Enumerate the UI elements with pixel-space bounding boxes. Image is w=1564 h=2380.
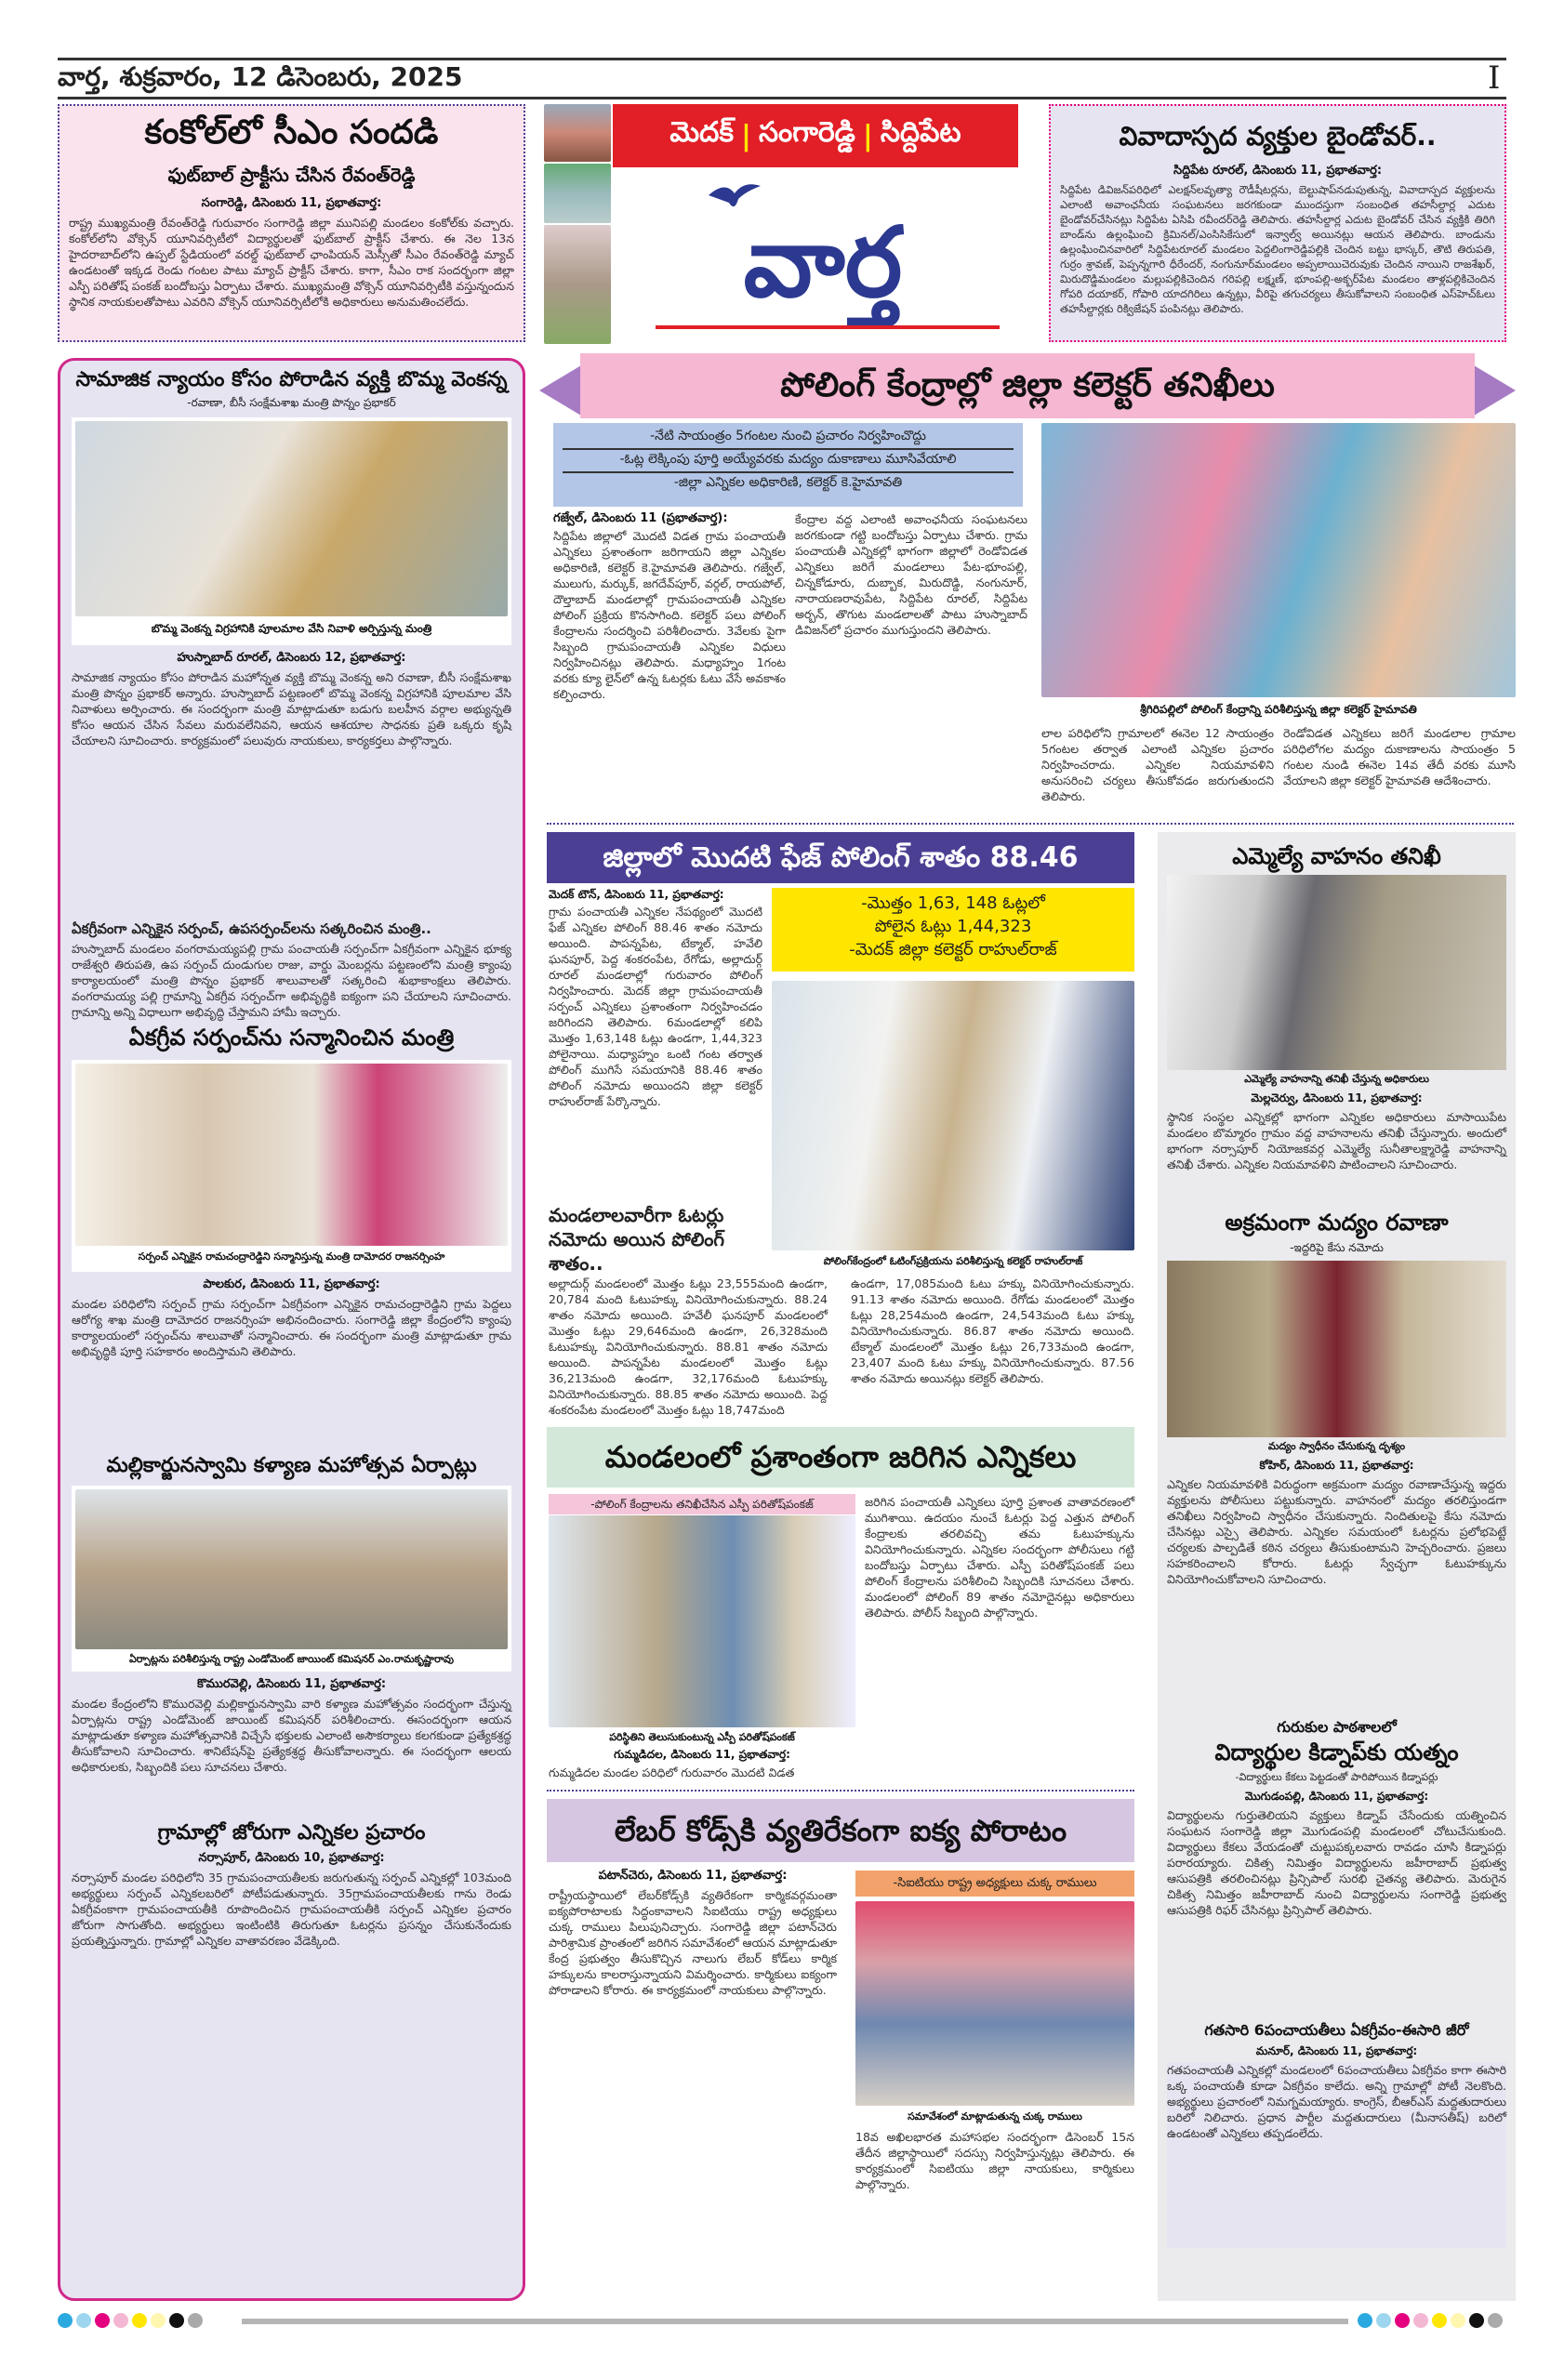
left-column-box	[58, 358, 525, 2301]
dateline: మెదక్ టౌన్, డిసెంబరు 11, ప్రభాతవార్త:	[549, 888, 724, 901]
ribbon-right	[1469, 363, 1516, 418]
dateline: హుస్నాబాద్ రూరల్, డిసెంబరు 12, ప్రభాతవార్త:	[177, 651, 406, 665]
article-body: కేంద్రాల వద్ద ఎలాంటి అవాంఛనీయ సంఘటనలు జరగకుండా గట్టి బందోబస్తు ఏర్పాటు చేశారు. గ్రామ పంచాయతీ ఎన్నికల్లో భాగంగా జిల్లాలో రెండోవిడత ఎన్నికలు జరిగే మండలాలు పేట-భూంపల్లి, చిన్నకోడూరు, దుబ్బాక, మిరుదొడ్డి, నంగునూర్, నారాయణరావుపేట, సిద్దిపేట రూరల్, సిద్దిపేట అర్బన్, తొగుట మండలాలతో పాటు హుస్నాబాద్ డివిజన్‌లో ప్రచారం ముగుస్తుందని తెలిపారు.	[795, 512, 1027, 637]
headline-liquor: అక్రమంగా మద్యం రవాణా	[1225, 1210, 1449, 1236]
article-body: అల్లాదుర్గ్ మండలంలో మొత్తం ఓట్లు 23,555మంది ఉండగా, 20,784 మంది ఓటుహక్కు వినియోగించుకున్నారు. 88.24 శాతం నమోదు అయింది. హవేలీ ఘనపూర్ మండలంలో మొత్తం ఓట్లు 29,646మంది ఉండగా, 26,328మంది ఓటుహక్కు వినియోగించుకున్నారు. 88.81 శాతం నమోదు అయింది. పాపన్నపేట మండలంలో మొత్తం ఓట్లు 36,213మంది ఉండగా, 32,176మంది ఓటుహక్కు వినియోగించుకున్నారు. 88.85 శాతం నమోదు అయింది. పెద్ద శంకరంపేట మండలంలో మొత్తం ఓట్లు 18,747మంది	[549, 1276, 828, 1417]
column-phase	[549, 888, 762, 1275]
logo-underline	[656, 325, 1000, 329]
article-body: 18వ అఖిలభారత మహాసభల సందర్భంగా డిసెంబర్ 15న తేదీన జిల్లాస్థాయిలో సదస్సు నిర్వహిస్తున్నట్లు తెలిపారు. ఈ కార్యక్రమంలో సిఐటియు జిల్లా నాయకులు, కార్మికులు పాల్గొన్నారు.	[855, 2130, 1134, 2191]
sub-highlight: -పోలింగ్ కేంద్రాలను తనిఖీచేసిన ఎస్పీ పరితోష్‌పంకజ్	[549, 1494, 855, 1514]
liquor-seizure-photo	[1167, 1261, 1506, 1437]
dateline: పాలకుర, డిసెంబరు 11, ప్రభాతవార్త:	[203, 1277, 380, 1291]
collector-voting-photo	[772, 981, 1134, 1250]
vehicle-check-photo	[1167, 875, 1506, 1070]
photo-caption: పరిస్థితిని తెలుసుకుంటున్న ఎస్పీ పరితోష్‌పంకజ్	[609, 1731, 795, 1743]
article-body: హుస్నాబాద్ మండలం వంగరామయ్యపల్లి గ్రామ పంచాయతీ సర్పంచ్‌గా ఏకగ్రీవంగా ఎన్నికైన భూక్య రాజేశ్వరి తిరుపతి, ఉప సర్పంచ్ దుండుగుల రాజు, వార్డు మెంబర్లను పట్టణంలోని మంత్రి క్యాంపు కార్యాలయంలో మంత్రి పొన్నం ప్రభాకర్ శాలువాలతో సత్కరించి శుభాకాంక్షలు తెలిపారు. వంగరామయ్య పల్లి గ్రామాన్ని ఏకగ్రీవ సర్పంచ్‌గా అభివృద్ధికి ఐక్యంగా పని చేయాలని సూచించారు. గ్రామాన్ని అన్ని విధాలుగా అభివృద్ధి చేస్తామని హామీ ఇచ్చారు.	[72, 942, 511, 1019]
page-number: I	[1488, 60, 1501, 97]
photo-caption: బొమ్మ వెంకన్న విగ్రహానికి పూలమాల వేసి నివాళి అర్పిస్తున్న మంత్రి	[151, 622, 432, 635]
headline-labour-codes: లేబర్ కోడ్స్‌కి వ్యతిరేకంగా ఐక్య పోరాటం	[547, 1799, 1134, 1862]
sp-inspection-photo	[549, 1515, 855, 1727]
page-dateline: వార్త, శుక్రవారం, 12 డిసెంబరు, 2025	[58, 61, 463, 92]
header-bottom-rule	[58, 97, 1506, 99]
photo-caption: సర్పంచ్‌ ఎన్నికైన రామచంద్రారెడ్డిని సన్మానిస్తున్న మంత్రి దామోదర రాజనర్సింహ	[138, 1250, 445, 1263]
felicitation-photo	[75, 1064, 508, 1246]
byline: -రవాణా, బీసీ సంక్షేమశాఖ మంత్రి పొన్నం ప్రభాకర్	[187, 396, 396, 409]
photo-caption: మద్యం స్వాధీనం చేసుకున్న దృశ్యం	[1267, 1440, 1406, 1452]
article-body: లాల పరిధిలోని గ్రామాలలో ఈనెల 12 సాయంత్రం 5గంటల తర్వాత ఎలాంటి ఎన్నికల ప్రచారం నిర్వహించరాదు. ఎన్నికల నియమావళిని అనుసరించి చర్యలు తీసుకోవడం జరుగుతుందని తెలిపారు.	[1041, 726, 1274, 803]
article-body: సిద్దిపేట జిల్లాలో మొదటి విడత గ్రామ పంచాయతీ ఎన్నికలు ప్రశాంతంగా జరిగాయని జిల్లా ఎన్నికల అధికారిణి, కలెక్టర్ కె.హైమావతి తెలిపారు. గజ్వేల్, ములుగు, మర్కుక్, జగదేవ్‌పూర్, వర్గల్, రాయపోల్, దౌల్తాబాద్ మండలాల్లో గ్రామపంచాయతీ ఎన్నికల పోలింగ్ ప్రక్రియ కొనసాగింది. కలెక్టర్ పలు పోలింగ్ కేంద్రాలను సందర్శించి పరిశీలించారు. 3వేలకు పైగా సిబ్బంది గ్రామపంచాయతీ ఎన్నికల విధులు నిర్వహించినట్లు తెలిపారు. మధ్యాహ్నం 1గంట వరకు క్యూ లైన్‌లో ఉన్న ఓటర్లకు ఓటు వేసే అవకాశం కల్పించారు.	[553, 529, 786, 701]
article-body: సిద్దిపేట డివిజన్‌పరిధిలో ఎలక్షన్‌లవృత్యా రౌడీషీటర్లను, బెల్టుషాప్‌నడుపుతున్న, వివాదాస్పద వ్యక్తులను ఎలాంటి అవాంఛనీయ సంఘటనలు జరగకుండా ముందస్తుగా సంబంధిత తహసీల్దార్ల ఎదుట బైండోవర్‌చేసినట్లు సిద్దిపేట ఏసిపి రవీందర్‌రెడ్డి తెలిపారు. తహసీల్దార్ల ఎదుట బైండోవర్ చేసిన వ్యక్తికి తిరిగి బాండ్‌ను ఉల్లంఘించి క్రిమినల్/ఎంసిసికేసులో ఇన్వాల్వ్ అయినట్లు ఆయన తెలిపారు. బాండును ఉల్లంఘించినవారిలో సిద్దిపేటరూరల్ మండలం పెద్దలింగారెడ్డిపల్లికి చెందిన బట్టు భాస్కర్, తౌటి తిరుపతి, గుర్రం శ్రావణ్, పెప్పన్నగారి ధీరేందర్, నంగునూర్‌మండలం అప్పలాయిచెరువుకు చెందిన నాయిని రాజశేఖర్, మిరుదొడ్డిమండలం మల్లుపల్లికిచెందిన గరిపల్లి లక్ష్మణ్, భూంపల్లి-అక్బర్‌పేట మండలం తాళ్లపల్లికిచెందిన గోపరి దయాకర్, గోపారి యాదగిరిలు ఉన్నట్లు, వీరిపై తగుచర్యలు తీసుకోవాలని సంబంధిత ఎస్‌హెచ్‌ఓలు తహసీల్దార్లకు రిక్విజేషన్ పంపినట్లు తెలిపారు.	[1060, 183, 1495, 315]
headline-mallikarjuna: మల్లికార్జునస్వామి కళ్యాణ మహోత్సవ ఏర్పాట్లు	[106, 1454, 477, 1477]
highlights-box	[553, 423, 1023, 507]
ciitu-meeting-photo	[855, 1901, 1134, 2106]
highlight-2: -ఓట్ల లెక్కింపు పూర్తి అయ్యేవరకు మద్యం దుకాణాలు మూసివేయాలి	[563, 450, 1014, 473]
article-body: గతపంచాయతీ ఎన్నికల్లో మండలంలో 6పంచాయతీలు ఏకగ్రీవం కాగా ఈసారి ఒక్క పంచాయతీ కూడా ఏకగ్రీవం కాలేదు. అన్ని గ్రామాల్లో పోటీ నెలకొంది. అభ్యర్థులు ప్రచారంలో నిమగ్నమయ్యారు. కాంగ్రెస్, బీఆర్ఎస్ మద్దతుదారులు బరిలో నిలిచారు. ప్రధాన పార్టీల మద్దతుదారులు (మీనాసతీష్) బరిలో ఉండటంతో ఎన్నికలు తప్పడంలేదు.	[1167, 2062, 1506, 2248]
dateline: మెల్లచెర్వు, డిసెంబరు 11, ప్రభాతవార్త:	[1251, 1091, 1423, 1104]
dateline: గుమ్మడిదల, డిసెంబరు 11, ప్రభాతవార్త:	[614, 1748, 790, 1761]
district-siddipet: సిద్దిపేట	[880, 116, 961, 149]
byline: -విద్యార్థులు కేకలు పెట్టడంతో పారిపోయిన కిడ్నాపర్లు	[1235, 1771, 1438, 1783]
dateline: సంగారెడ్డి, డిసెంబరు 11, ప్రభాతవార్త:	[201, 196, 382, 210]
headline-bomma-venkanna: సామాజిక న్యాయం కోసం పోరాడిన వ్యక్తి బొమ్మ వెంకన్న	[75, 368, 508, 391]
masthead	[544, 104, 1018, 344]
district-medak: మెదక్	[669, 116, 735, 149]
dateline: మొగుడంపల్లి, డిసెంబరు 11, ప్రభాతవార్త:	[1244, 1790, 1429, 1803]
headline-kidnap: విద్యార్థుల కిడ్నాప్‌కు యత్నం	[1214, 1739, 1459, 1765]
article-body: విద్యార్థులను గుర్తుతెలియని వ్యక్తులు కిడ్నాప్ చేసేందుకు యత్నించిన సంఘటన సంగారెడ్డి జిల్లా మొగుడంపల్లి మండలంలో చోటుచేసుకుంది. విద్యార్థులు కేకలు వేయడంతో చుట్టుపక్కలవారు రావడం చూసి కిడ్నాపర్లు పరారయ్యారు. చికిత్స నిమిత్తం విద్యార్థులను జహీరాబాద్ ప్రభుత్వ ఆసుపత్రికి తరలించినట్లు ప్రిన్సిపాల్ సురభి చైతన్య తెలిపారు. మెరుగైన చికిత్స నిమిత్తం జహీరాబాద్ నుంచి విద్యార్థులను సంగారెడ్డి ప్రభుత్వ ఆసుపత్రికి రిఫర్ చేసినట్లు ప్రిన్సిపాల్ తెలిపారు.	[1167, 1808, 1506, 1917]
photo-caption: ఎమ్మెల్యే వాహనాన్ని తనిఖీ చేస్తున్న అధికారులు	[1244, 1073, 1429, 1085]
headline-sarpanch-honored: ఏకగ్రీవ సర్పంచ్‌ను సన్మానించిన మంత్రి	[128, 1025, 455, 1051]
article-body: నర్సాపూర్ మండల పరిధిలోని 35 గ్రామపంచాయతీలకు జరుగుతున్న సర్పంచ్ ఎన్నికల్లో 103మంది అభ్యర్థులు సర్పంచ్ ఎన్నికలబరిలో పోటీపడుతున్నారు. 35గ్రామపంచాయతీలకు గాను రెండు ఏకగ్రీవంకాగా గ్రామపంచాయతీకి రూపొందించిన గ్రామపంచాయతీకి సర్పంచ్ ఎన్నికల ప్రచారం జోరుగా సాగుతోంది. అభ్యర్థులు ఇంటింటికి తిరుగుతూ ఓటర్లను ప్రసన్నం చేసుకునేందుకు ప్రయత్నిస్తున్నారు. గ్రామాల్లో ఎన్నికల వాతావరణం వేడెక్కింది.	[72, 1871, 511, 1948]
kicker: గురుకుల పాఠశాలలో	[1277, 1718, 1397, 1736]
article-body: స్థానిక సంస్థల ఎన్నికల్లో భాగంగా ఎన్నికల అధికారులు మాసాయిపేట మండలం బొమ్మారం గ్రామం వద్ద వాహనాలను తనిఖీ చేస్తున్నారు. అందులో భాగంగా నర్సాపూర్ నియోజకవర్గ ఎమ్మెల్యే సునీతాలక్ష్మారెడ్డి వాహనాన్ని తనిఖీ చేశారు. ఎన్నికల నియమావళిని పాటించాలని సూచించారు.	[1167, 1110, 1506, 1171]
article-body: మండల కేంద్రంలోని కొమురవెల్లి మల్లికార్జునస్వామి వారి కళ్యాణ మహోత్సవం సందర్భంగా చేస్తున్న ఏర్పాట్లను రాష్ట్ర ఎండోమెంట్ జాయింట్ కమిషనర్ పరిశీలించారు. ఈసందర్భంగా ఆయన మాట్లాడుతూ కళ్యాణ మహోత్సవానికి విచ్చేసే భక్తులకు ఎలాంటి అసౌకర్యాలు కలగకుండా ప్రత్యేకశ్రద్ధ తీసుకోవాలని సూచించారు. శానిటేషన్‌పై ప్రత్యేకశ్రద్ధ తీసుకోవాలన్నారు. ఈ సందర్భంగా ఆలయ అధికారులకు, సిబ్బందికి పలు సూచనలు చేశారు.	[72, 1697, 511, 1774]
temple-inspection-photo	[75, 1489, 508, 1649]
highlight-1: -నేటి సాయంత్రం 5గంటల నుంచి ప్రచారం నిర్వహించొద్దు	[563, 427, 1014, 450]
article-cm-kankol	[58, 104, 525, 342]
article-body: రెండోవిడత ఎన్నికలు జరిగే మండలాల గ్రామాల పరిధిలోగల మద్యం దుకాణాలను సాయంత్రం 5 గంటల నుండి ఈనెల 14వ తేదీ వరకు మూసి వేయాలని జిల్లా కలెక్టర్ హైమావతి ఆదేశించారు.	[1283, 726, 1516, 787]
color-registration-right	[1358, 2313, 1506, 2332]
article-binding-over	[1049, 104, 1506, 342]
highlight-total-votes: -మొత్తం 1,63, 148 ఓట్లలో	[861, 893, 1045, 913]
article-body: గ్రామ పంచాయతీ ఎన్నికల నేపథ్యంలో మొదటి ఫేజ్ ఎన్నికల పోలింగ్ 88.46 శాతం నమోదు అయింది. పాపన్నపేట, టేక్మాల్, హవేలి ఘనపూర్, పెద్ద శంకరంపేట, రేగోడు, అల్లాదుర్గ్ రూరల్ మండలాల్లో గురువారం పోలింగ్ నిర్వహించారు. మెదక్ జిల్లా గ్రామపంచాయతీ సర్పంచ్ ఎన్నికలు ప్రశాంతంగా నిర్వహించడం జరిగిందని తెలిపారు. 6మండలాల్లో కలిపి మొత్తం 1,63,148 ఓట్లు ఉండగా, 1,44,323 పోలైనాయి. మధ్యాహ్నం ఒంటి గంట తర్వాత పోలింగ్ ముగిసే సమయానికి 88.46 శాతం పోలింగ్ నమోదు అయిందని జిల్లా కలెక్టర్ రాహుల్‌రాజ్ పేర్కొన్నారు.	[549, 905, 762, 1108]
header-top-rule	[58, 58, 1506, 60]
headline-campaign: గ్రామాల్లో జోరుగా ఎన్నికల ప్రచారం	[157, 1821, 426, 1844]
article-body: జరిగిన పంచాయతీ ఎన్నికలు పూర్తి ప్రశాంత వాతావరణంలో ముగిశాయి. ఉదయం నుంచే ఓటర్లు పెద్ద ఎత్తున పోలింగ్ కేంద్రాలకు తరలివచ్చి తమ ఓటుహక్కును వినియోగించుకున్నారు. ఎన్నికల సందర్భంగా పోలీసులు గట్టి బందోబస్తు ఏర్పాటు చేశారు. ఎస్పీ పరితోష్‌పంకజ్ పలు పోలింగ్ కేంద్రాలను పరిశీలించి సిబ్బందికి సూచనలు చేశారు. మండలంలో పోలింగ్ 89 శాతం నమోదైనట్లు అధికారులు తెలిపారు. పోలీస్ సిబ్బంది పాల్గొన్నారు.	[865, 1495, 1134, 1620]
article-body: రాష్ట్ర ముఖ్యమంత్రి రేవంత్‌రెడ్డి గురువారం సంగారెడ్డి జిల్లా మునిపల్లి మండలం కంకోల్‌కు వచ్చారు. కంకోల్‌లోని వోక్సెన్ యూనివర్సిటీలో విద్యార్థులతో ఫుట్‌బాల్ ప్రాక్టీస్ చేశారు. ఈ నెల 13న హైదరాబాద్‌లోని ఉప్పల్ స్టేడియంలో వరల్డ్ ఫుట్‌బాల్ ఛాంపియన్ మెస్సీతో సీఎం రేవంత్‌రెడ్డి మ్యాచ్ ఉండటంతో ఇక్కడ రెండు గంటల పాటు మ్యాచ్ ప్రాక్టీస్ చేశారు. కాగా, సీఎం రాక సందర్భంగా జిల్లా ఎస్పీ పరితోష్ పంకజ్ బందోబస్తు ఏర్పాటు చేశారు. ముఖ్యమంత్రి వోక్సెన్ యూనివర్సిటీకి వస్తున్నందున స్థానిక నాయకులతోపాటు ఎవరిని వోక్సెన్ యూనివర్సిటీలోకి అధికారులు అనుమతించలేదు.	[69, 216, 514, 309]
temple-photo	[544, 104, 611, 162]
sub-highlight: -సిఐటియు రాష్ట్ర అధ్యక్షులు చుక్క రాములు	[855, 1871, 1134, 1897]
highlights-box-yellow	[772, 888, 1134, 972]
footer-bar	[242, 2319, 1348, 2324]
article-body: ఉండగా, 17,085మంది ఓటు హక్కు వినియోగించుకున్నారు. 91.13 శాతం నమోదు అయింది. రేగోడు మండలంలో మొత్తం ఓట్లు 28,254మంది ఉండగా, 24,543మంది ఓటు హక్కు వినియోగించుకున్నారు. 86.87 శాతం నమోదు అయింది. టేక్మాల్ మండలంలో మొత్తం ఓట్లు 26,733మంది ఉండగా, 23,407 మంది ఓటు హక్కు వినియోగించుకున్నారు. 87.56 శాతం నమోదు అయినట్లు కలెక్టర్ తెలిపారు.	[851, 1276, 1134, 1385]
dateline: కొమురవెల్లి, డిసెంబరు 11, ప్రభాతవార్త:	[196, 1677, 387, 1691]
byline: -ఇద్దరిపై కేసు నమోదు	[1290, 1241, 1384, 1254]
highlight-3: -జిల్లా ఎన్నికల అధికారిణి, కలెక్టర్ కె.హైమావతి	[673, 475, 903, 490]
fountain-photo	[544, 164, 611, 223]
headline-mla-vehicle: ఎమ్మెల్యే వాహనం తనిఖీ	[1232, 843, 1441, 869]
dateline: పటాన్‌చెరు, డిసెంబరు 11, ప్రభాతవార్త:	[598, 1869, 788, 1883]
color-registration-left	[58, 2313, 206, 2332]
photo-caption: సమావేశంలో మాట్లాడుతున్న చుక్క రాములు	[908, 2110, 1082, 2122]
collector-polling-photo	[1041, 423, 1516, 697]
column-1	[553, 511, 786, 818]
logo-vaartha: వార్త	[743, 205, 903, 319]
highlight-collector: -మెదక్ జిల్లా కలెక్టర్ రాహుల్‌రాజ్	[849, 940, 1057, 959]
dateline: నర్సాపూర్, డిసెంబరు 10, ప్రభాతవార్త:	[198, 1851, 385, 1865]
article-body: సామాజిక న్యాయం కోసం పోరాడిన మహోన్నత వ్యక్తి బొమ్మ వెంకన్న అని రవాణా, బీసీ సంక్షేమశాఖ మంత్రి పొన్నం ప్రభాకర్ అన్నారు. హుస్నాబాద్ పట్టణంలో బొమ్మ వెంకన్న విగ్రహానికి పూలమాల వేసి నివాళులు అర్పించారు. ఈ సందర్భంగా మంత్రి మాట్లాడుతూ బడుగు బలహీన వర్గాల అభ్యున్నతి కోసం ఆయన చేసిన సేవలు మరువలేనివని, ఆయన ఆశయాల సాధనకు ప్రతి ఒక్కరు కృషి చేయాలని సూచించారు. కార్యక్రమంలో పలువురు నాయకులు, కార్యకర్తలు పాల్గొన్నారు.	[72, 670, 511, 747]
highlight-polled-votes: పోలైన ఓట్లు 1,44,323	[874, 917, 1032, 936]
banner-ribbon	[539, 353, 1516, 418]
church-photo	[544, 225, 611, 344]
section-divider	[547, 823, 1514, 825]
article-body: మండల పరిధిలోని సర్పంచ్ గ్రామ సర్పంచ్‌గా ఏకగ్రీవంగా ఎన్నికైన రామచంద్రారెడ్డిని గ్రామ పెద్దలు ఆరోగ్య శాఖ మంత్రి దామోదర రాజనర్సింహ అభినందించారు. సంగారెడ్డి జిల్లా కేంద్రంలోని క్యాంపు కార్యాలయంలో సర్పంచ్‌ను శాలువాతో సన్మానించారు. ఈ సందర్భంగా మంత్రి మాట్లాడుతూ గ్రామ అభివృద్ధికి పూర్తి సహకారం అందిస్తామని తెలిపారు.	[72, 1297, 511, 1358]
subheadline-felicitation: ఏకగ్రీవంగా ఎన్నికైన సర్పంచ్, ఉపసర్పంచ్‌లను సత్కరించిన మంత్రి..	[72, 920, 431, 937]
right-column-box	[1158, 832, 1516, 2301]
headline-unanimous: గతసారి 6పంచాయతీలు ఏకగ్రీవం-ఈసారి జీరో	[1204, 2021, 1469, 2039]
photo-caption: శ్రీగిరిపల్లిలో పోలింగ్ కేంద్రాన్ని పరిశీలిస్తున్న జిల్లా కలెక్టర్ హైమావతి	[1140, 703, 1417, 716]
section-divider	[547, 1790, 1134, 1792]
ribbon-left	[539, 363, 586, 418]
photo-caption: ఏర్పాట్లను పరిశీలిస్తున్న రాష్ట్ర ఎండోమెంట్ జాయింట్ కమిషనర్ ఎం.రామకృష్ణారావు	[128, 1653, 455, 1665]
dateline: మనూర్, డిసెంబరు 11, ప్రభాతవార్త:	[1255, 2044, 1418, 2057]
subheadline-mandal-wise: మండలాలవారీగా ఓటర్లు నమోదు అయిన పోలింగ్ శాతం..	[549, 1204, 725, 1275]
photo-caption: పోలింగ్‌కేంద్రంలో ఓటింగ్‌ప్రక్రియను పరిశీలిస్తున్న కలెక్టర్ రాహుల్‌రాజ్	[823, 1255, 1083, 1267]
headline-peaceful-elections: మండలంలో ప్రశాంతంగా జరిగిన ఎన్నికలు	[547, 1427, 1134, 1488]
dateline: కోహిర్, డిసెంబరు 11, ప్రభాతవార్త:	[1259, 1459, 1414, 1472]
dateline: సిద్దిపేట రూరల్, డిసెంబరు 11, ప్రభాతవార్త:	[1173, 164, 1383, 178]
dateline: గజ్వేల్, డిసెంబరు 11 (ప్రభాతవార్త):	[553, 511, 728, 525]
statue-photo	[75, 421, 508, 616]
headline-polling-percent: జిల్లాలో మొదటి ఫేజ్ పోలింగ్ శాతం 88.46	[547, 832, 1134, 883]
article-body-lead: గుమ్మడిదల మండల పరిధిలో గురువారం మొదటి విడత	[549, 1765, 795, 1779]
headline-collector-inspection: పోలింగ్ కేంద్రాల్లో జిల్లా కలెక్టర్ తనిఖీలు	[580, 353, 1475, 418]
headline: వివాదాస్పద వ్యక్తుల బైండోవర్..	[1119, 121, 1437, 152]
article-body: ఎన్నికల నియమావళికి విరుద్ధంగా అక్రమంగా మద్యం రవాణాచేస్తున్న ఇద్దరు వ్యక్తులను పోలీసులు పట్టుకున్నారు. వాహనంలో మద్యం తరలిస్తుండగా తనిఖీలు నిర్వహించి స్వాధీనం చేసుకున్నారు. నిందితులపై కేసు నమోదు చేసినట్లు ఎస్సై తెలిపారు. ఎన్నికల సమయంలో ఓటర్లను ప్రలోభపెట్టే చర్యలకు పాల్పడితే కఠిన చర్యలు తీసుకుంటామని హెచ్చరించారు. ప్రజలు సహకరించాలని కోరారు. ఓటర్లు స్వేచ్ఛగా ఓటుహక్కును వినియోగించుకోవాలని సూచించారు.	[1167, 1477, 1506, 1586]
headline: కంకోల్‌లో సీఎం సందడి	[144, 113, 439, 152]
article-body: రాష్ట్రీయస్థాయిలో లేబర్‌కోడ్స్‌కి వ్యతిరేకంగా కార్మికవర్గమంతా ఐక్యపోరాటాలకు సిద్ధంకావాలని సిఐటియు రాష్ట్ర అధ్యక్షులు చుక్క రాములు పిలుపునిచ్చారు. సంగారెడ్డి జిల్లా పటాన్‌చెరు పారిశ్రామిక ప్రాంతంలో జరిగిన సమావేశంలో ఆయన మాట్లాడుతూ కేంద్ర ప్రభుత్వం తీసుకొచ్చిన నాలుగు లేబర్ కోడ్‌లు కార్మిక హక్కులను కాలరాస్తున్నాయని విమర్శించారు. కార్మికులు ఐక్యంగా పోరాడాలని కోరారు. ఈ కార్యక్రమంలో నాయకులు పాల్గొన్నారు.	[549, 1888, 837, 1997]
subheadline: ఫుట్‌బాల్ ప్రాక్టీసు చేసిన రేవంత్‌రెడ్డి	[167, 164, 416, 186]
district-sangareddy: సంగారెడ్డి	[758, 116, 855, 149]
district-banner: మెదక్ | సంగారెడ్డి | సిద్దిపేట	[613, 104, 1018, 167]
